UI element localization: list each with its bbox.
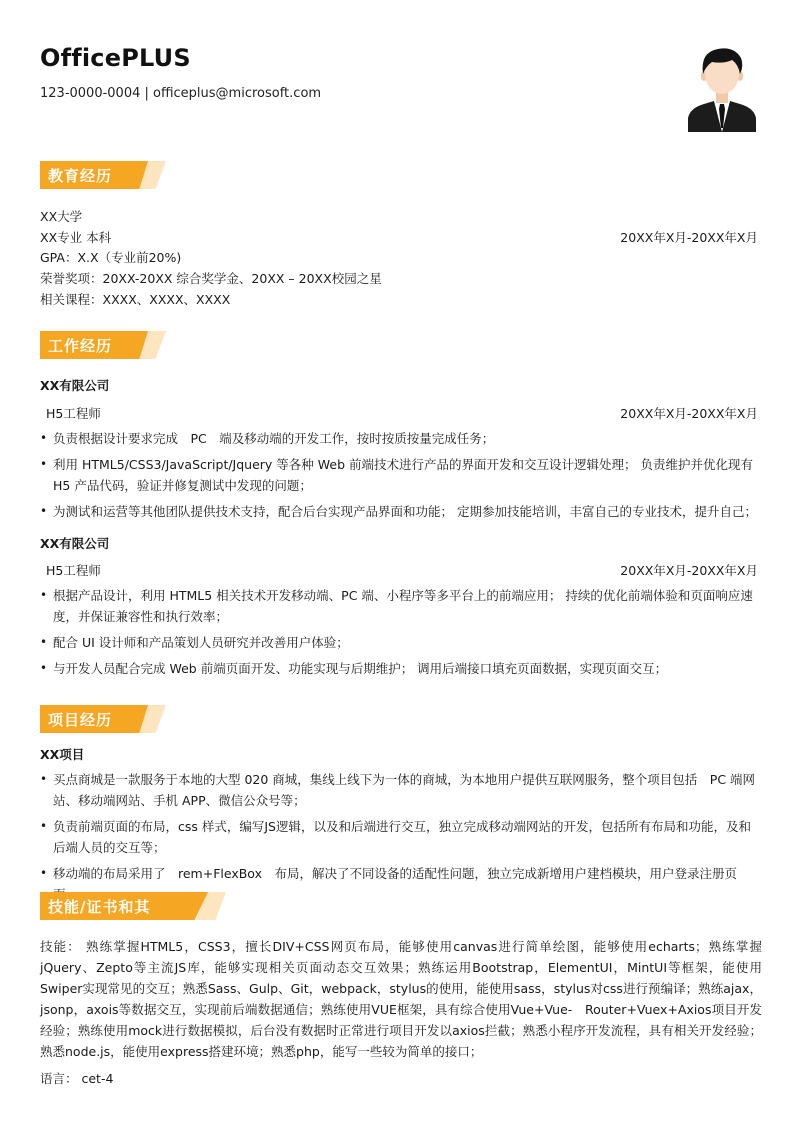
education-section-title (40, 161, 165, 189)
skills-section-title (40, 892, 165, 937)
project-title: 项目经历 (48, 711, 113, 729)
education-title: 教育经历 (48, 167, 113, 185)
list-item: • 根据产品设计，利用 HTML5 相关技术开发移动端、PC 端、小程序等多平台上的前端应用； 持续的优化前端体验和页面响应速度，并保证兼容性和执行效率； (40, 585, 760, 627)
list-item: • 负责前端页面的布局，css 样式，编写JS逻辑，以及和后端进行交互，独立完成移动端网站的开发，包括所有布局和功能，及和后端人员的交互等； (40, 816, 760, 858)
honors: 荣誉奖项：20XX-20XX 综合奖学金、20XX – 20XX校园之星 (40, 271, 382, 286)
gpa: GPA：X.X（专业前20%) (40, 250, 182, 265)
contact-info: 123-0000-0004 | officeplus@microsoft.com (40, 86, 322, 101)
job-2-bullets (40, 585, 760, 684)
language: 语言： cet-4 (40, 1071, 114, 1086)
avatar (688, 44, 756, 132)
list-item: • 移动端的布局采用了 rem+FlexBox 布局，解决了不同设备的适配性问题，独立完成新增用户建档模块，用户登录注册页 (40, 863, 760, 905)
job-2-role: H5工程师 (46, 563, 101, 578)
skills-title: 技能/证书和其他 (48, 898, 151, 937)
list-item: • 买点商城是一款服务于本地的大型 020 商城，集线上线下为一体的商城，为本地用户提供互联网服务，整个项目包括 PC 端网站、移动端网站、手机 APP、微信公众号等； (40, 769, 760, 811)
list-item: • 利用 HTML5/CSS3/JavaScript/Jquery 等各种 Web 前端技术进行产品的界面开发和交互设计逻辑处理； 负责维护并优化现有 H5 产品代码，验证并修复测试中发现的问题； (40, 454, 760, 496)
resume-name: OfficePLUS (40, 44, 191, 72)
job-1-role: H5工程师 (46, 406, 101, 421)
job-2-dates: 20XX年X月-20XX年X月 (620, 563, 758, 578)
job-2-company: XX有限公司 (40, 536, 110, 551)
major-degree: XX专业 本科 (40, 230, 112, 245)
job-1-company: XX有限公司 (40, 378, 110, 393)
list-item: • 配合 UI 设计师和产品策划人员研究并改善用户体验； (40, 632, 760, 653)
work-title: 工作经历 (48, 337, 113, 355)
list-item: • 负责根据设计要求完成 PC 端及移动端的开发工作，按时按质按量完成任务； (40, 428, 760, 449)
job-1-dates: 20XX年X月-20XX年X月 (620, 406, 758, 421)
list-item: • 为测试和运营等其他团队提供技术支持，配合后台实现产品界面和功能； 定期参加技能培训，丰富自己的专业技术，提升自己； (40, 501, 760, 522)
courses: 相关课程：XXXX、XXXX、XXXX (40, 292, 231, 307)
list-item: • 与开发人员配合完成 Web 前端页面开发、功能实现与后期维护； 调用后端接口填充页面数据，实现页面交互； (40, 658, 760, 679)
project-bullets (40, 769, 760, 910)
job-1-bullets (40, 428, 760, 527)
education-dates: 20XX年X月-20XX年X月 (620, 230, 758, 245)
project-section-title (40, 705, 165, 733)
project-name: XX项目 (40, 747, 85, 762)
skills-text: 技能： 熟练掌握HTML5，CSS3，擅长DIV+CSS网页布局，能够使用canvas进行简单绘图，能够使用echarts；熟练掌握jQuery、Zepto等主流JS库，能够实现相关页面动态交互效果；熟练运用Bootstrap，ElementUI，MintUI等框架，能使用Swiper实现常见的交互；熟悉Sass、Gulp、Git，webpack，stylus的使用，能使用sass，stylus对css进行预编译；熟练ajax，jsonp，axois等数据交互，实现前后端数据通信；熟练使用VUE框架，具有综合使用Vue+Vue- Router+Vuex+Axios项目开发经验；熟练使用mock进行数据模拟，后台没有数据时正常进行项目开发以axios拦截；熟悉小程序开发流程，具有相关开发经验；熟悉node.js，能使用express搭建环境；熟悉php，能写一些较为简单的接口； (40, 939, 762, 1059)
school-name: XX大学 (40, 209, 83, 224)
work-section-title (40, 331, 165, 359)
